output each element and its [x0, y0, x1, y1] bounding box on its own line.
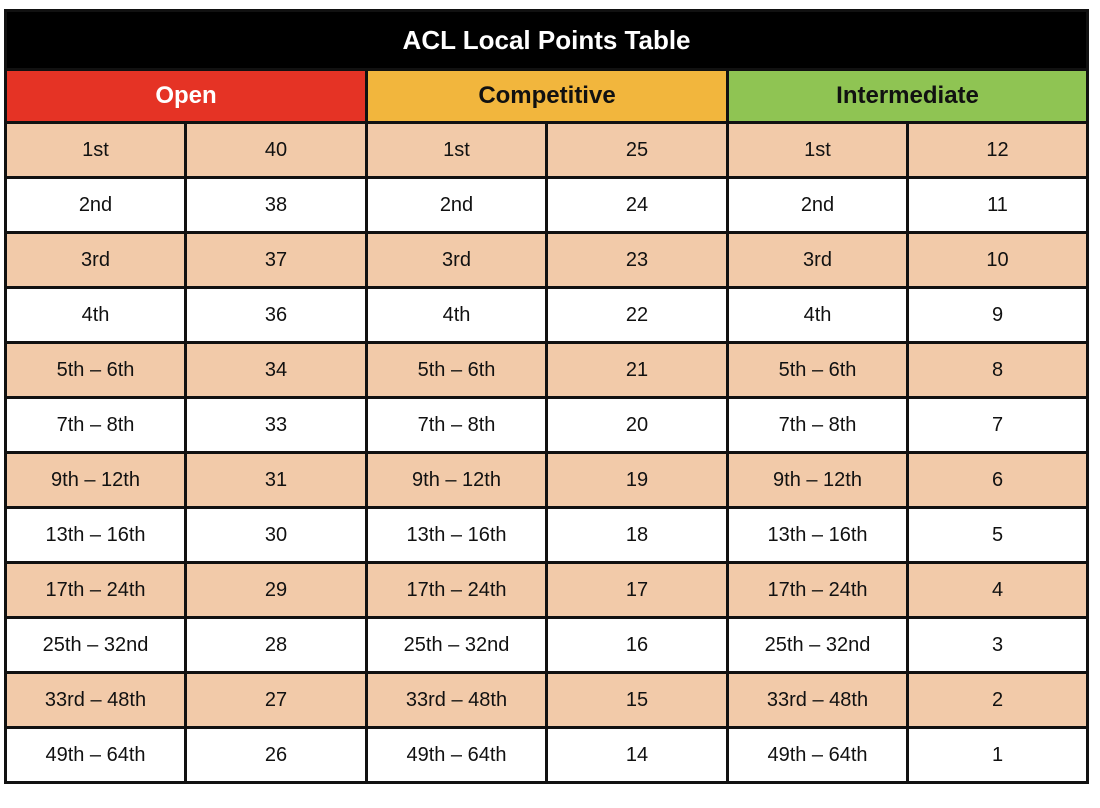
- competitive-points: 16: [547, 618, 728, 673]
- competitive-place: 13th – 16th: [367, 508, 547, 563]
- intermediate-points: 6: [908, 453, 1088, 508]
- table-row: [6, 288, 1088, 343]
- open-points: 28: [186, 618, 367, 673]
- competitive-points: 22: [547, 288, 728, 343]
- table-row: [6, 563, 1088, 618]
- table-title: ACL Local Points Table: [6, 11, 1088, 70]
- table-row: [6, 673, 1088, 728]
- competitive-place: 25th – 32nd: [367, 618, 547, 673]
- table-row: [6, 233, 1088, 288]
- table-row: [6, 508, 1088, 563]
- competitive-points: 23: [547, 233, 728, 288]
- open-place: 25th – 32nd: [6, 618, 186, 673]
- table-row: [6, 728, 1088, 783]
- open-place: 5th – 6th: [6, 343, 186, 398]
- competitive-place: 1st: [367, 123, 547, 178]
- intermediate-place: 49th – 64th: [728, 728, 908, 783]
- competitive-points: 15: [547, 673, 728, 728]
- title-row: [6, 11, 1088, 70]
- open-place: 17th – 24th: [6, 563, 186, 618]
- table-row: [6, 453, 1088, 508]
- competitive-place: 3rd: [367, 233, 547, 288]
- open-place: 2nd: [6, 178, 186, 233]
- competitive-points: 18: [547, 508, 728, 563]
- competitive-points: 25: [547, 123, 728, 178]
- open-points: 26: [186, 728, 367, 783]
- intermediate-points: 12: [908, 123, 1088, 178]
- open-points: 29: [186, 563, 367, 618]
- open-points: 34: [186, 343, 367, 398]
- open-place: 33rd – 48th: [6, 673, 186, 728]
- competitive-points: 17: [547, 563, 728, 618]
- competitive-place: 2nd: [367, 178, 547, 233]
- category-header-intermediate: Intermediate: [728, 70, 1088, 123]
- open-place: 1st: [6, 123, 186, 178]
- intermediate-place: 1st: [728, 123, 908, 178]
- points-table: [4, 9, 1089, 784]
- intermediate-place: 9th – 12th: [728, 453, 908, 508]
- intermediate-place: 13th – 16th: [728, 508, 908, 563]
- competitive-place: 7th – 8th: [367, 398, 547, 453]
- intermediate-points: 5: [908, 508, 1088, 563]
- open-points: 27: [186, 673, 367, 728]
- intermediate-points: 1: [908, 728, 1088, 783]
- open-points: 38: [186, 178, 367, 233]
- table-row: [6, 398, 1088, 453]
- intermediate-place: 3rd: [728, 233, 908, 288]
- table-row: [6, 123, 1088, 178]
- open-points: 37: [186, 233, 367, 288]
- open-points: 36: [186, 288, 367, 343]
- competitive-points: 21: [547, 343, 728, 398]
- open-points: 30: [186, 508, 367, 563]
- competitive-place: 5th – 6th: [367, 343, 547, 398]
- intermediate-place: 4th: [728, 288, 908, 343]
- category-header-competitive: Competitive: [367, 70, 728, 123]
- open-place: 49th – 64th: [6, 728, 186, 783]
- competitive-points: 24: [547, 178, 728, 233]
- points-table-container: [4, 9, 1086, 784]
- table-row: [6, 343, 1088, 398]
- competitive-points: 19: [547, 453, 728, 508]
- intermediate-points: 7: [908, 398, 1088, 453]
- intermediate-place: 7th – 8th: [728, 398, 908, 453]
- competitive-place: 33rd – 48th: [367, 673, 547, 728]
- open-points: 31: [186, 453, 367, 508]
- intermediate-points: 8: [908, 343, 1088, 398]
- competitive-place: 9th – 12th: [367, 453, 547, 508]
- intermediate-place: 25th – 32nd: [728, 618, 908, 673]
- intermediate-place: 17th – 24th: [728, 563, 908, 618]
- category-header-open: Open: [6, 70, 367, 123]
- competitive-points: 14: [547, 728, 728, 783]
- open-place: 9th – 12th: [6, 453, 186, 508]
- intermediate-place: 5th – 6th: [728, 343, 908, 398]
- competitive-points: 20: [547, 398, 728, 453]
- intermediate-points: 2: [908, 673, 1088, 728]
- intermediate-points: 3: [908, 618, 1088, 673]
- intermediate-points: 4: [908, 563, 1088, 618]
- open-place: 3rd: [6, 233, 186, 288]
- intermediate-points: 9: [908, 288, 1088, 343]
- intermediate-points: 11: [908, 178, 1088, 233]
- table-row: [6, 178, 1088, 233]
- open-place: 7th – 8th: [6, 398, 186, 453]
- intermediate-place: 33rd – 48th: [728, 673, 908, 728]
- competitive-place: 4th: [367, 288, 547, 343]
- category-header-row: [6, 70, 1088, 123]
- table-row: [6, 618, 1088, 673]
- open-points: 33: [186, 398, 367, 453]
- open-place: 13th – 16th: [6, 508, 186, 563]
- intermediate-place: 2nd: [728, 178, 908, 233]
- open-place: 4th: [6, 288, 186, 343]
- intermediate-points: 10: [908, 233, 1088, 288]
- open-points: 40: [186, 123, 367, 178]
- competitive-place: 17th – 24th: [367, 563, 547, 618]
- competitive-place: 49th – 64th: [367, 728, 547, 783]
